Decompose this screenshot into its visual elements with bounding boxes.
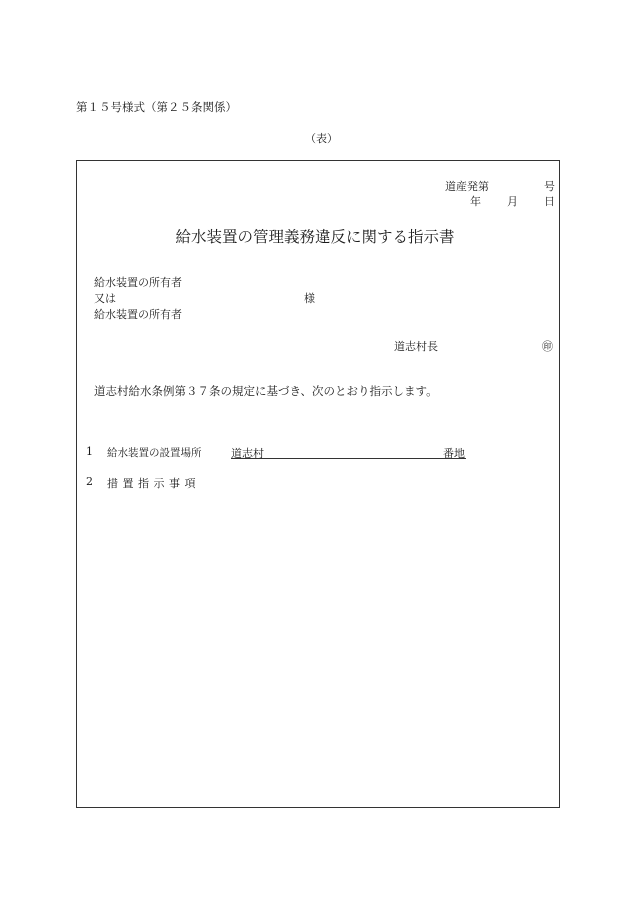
date-day: 日 <box>544 195 555 208</box>
item-1-banchi: 番地 <box>443 447 465 460</box>
date-month: 月 <box>507 195 518 208</box>
item-2-number: 2 <box>86 475 93 488</box>
seal-mark: ㊞ <box>542 340 553 353</box>
document-number-suffix: 号 <box>544 180 555 193</box>
item-2-label: 措置指示事項 <box>107 477 200 490</box>
addressee-honorific: 様 <box>304 292 315 305</box>
item-1-number: 1 <box>86 445 93 458</box>
form-number: 第１５号様式（第２５条関係） <box>76 100 237 114</box>
addressee-line-1: 給水装置の所有者 <box>94 276 182 289</box>
side-label: （表） <box>305 132 338 145</box>
document-number-prefix: 道産発第 <box>445 180 489 193</box>
date-year: 年 <box>470 195 481 208</box>
item-1-underline <box>231 458 466 459</box>
issuer-name: 道志村長 <box>394 340 438 353</box>
item-1-label: 給水装置の設置場所 <box>107 447 202 459</box>
document-title: 給水装置の管理義務違反に関する指示書 <box>175 228 455 246</box>
addressee-line-2: 又は <box>94 292 116 305</box>
body-text: 道志村給水条例第３７条の規定に基づき、次のとおり指示します。 <box>94 384 438 398</box>
item-1-village: 道志村 <box>231 447 264 460</box>
addressee-line-3: 給水装置の所有者 <box>94 308 182 321</box>
